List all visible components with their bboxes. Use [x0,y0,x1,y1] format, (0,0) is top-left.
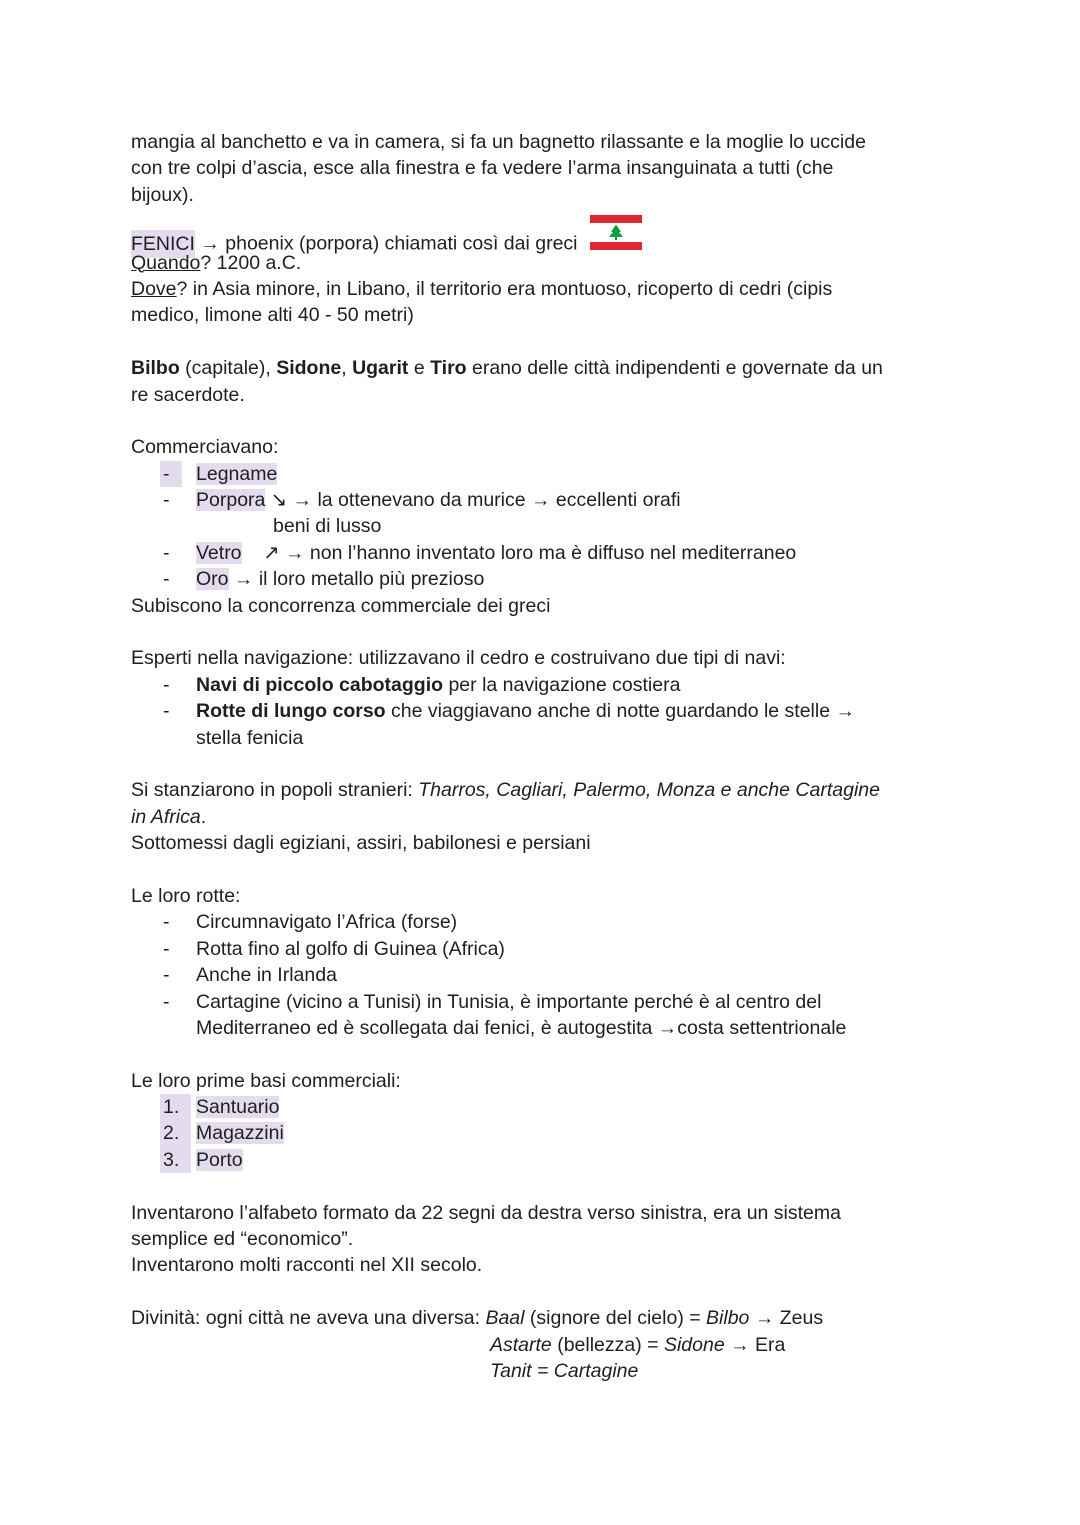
list-marker: - [163,700,170,723]
list-item [131,1094,931,1120]
god-city: Cartagine [553,1359,639,1382]
list-item [131,566,931,592]
list-item [131,909,931,935]
document-page [131,129,931,1384]
list-item [131,962,931,988]
fenici-definition: → phoenix (porpora) chiamati così dai greci [194,232,578,255]
list-marker: - [160,461,182,487]
divinity-lead: Divinità: ogni città ne aveva una diversa: [131,1307,486,1330]
commerce-desc: ↘ → la ottenevano da murice → eccellenti orafi [265,489,681,512]
list-item [131,936,931,962]
dove-text: ? in Asia minore, in Libano, il territorio era montuoso, ricoperto di cedri (cipis [176,277,833,300]
cities-line [131,355,931,381]
settlements-line [131,777,931,803]
list-item-continuation: stella fenicia [196,726,304,749]
cities-text: , [341,357,353,380]
god-name: Baal [485,1307,525,1330]
dove-line [131,276,931,302]
commerce-term: Legname [196,462,278,485]
settlements-line [131,804,931,830]
alphabet-line: Inventarono l’alfabeto formato da 22 segni da destra verso sinistra, era un sistema [131,1201,841,1224]
settlements-places: in Africa [131,805,201,828]
cities-text: (capitale), [179,357,277,380]
city-name: Sidone [276,357,342,380]
base-text: Santuario [196,1096,280,1119]
quando-line [131,250,931,276]
list-marker: - [163,541,170,564]
city-name: Tiro [430,357,467,380]
cities-text: erano delle città indipendenti e governate da un [466,357,883,380]
commerce-term: Vetro [196,541,242,564]
quando-text: ? 1200 a.C. [200,251,302,274]
list-marker: 1. [160,1094,191,1120]
list-marker: - [163,568,170,591]
base-text: Magazzini [196,1122,284,1145]
god-equivalent: → Era [724,1333,786,1356]
divinity-line [131,1332,931,1358]
god-desc: (signore del cielo) = [524,1307,707,1330]
bases-title: Le loro prime basi commerciali: [131,1069,401,1092]
list-item [131,1120,931,1146]
settlements-lead: Si stanziarono in popoli stranieri: [131,779,419,802]
list-marker: - [163,489,170,512]
list-marker: - [163,673,170,696]
quando-label: Quando [131,251,201,274]
dove-line: medico, limone alti 40 - 50 metri) [131,304,414,327]
list-item-continuation: Mediterraneo ed è scollegata dai fenici, è autogestita →costa settentrionale [196,1016,847,1039]
cities-text: e [408,357,431,380]
settlements-dot: . [200,805,207,828]
fenici-term: FENICI [131,230,195,258]
fenici-heading [131,223,931,255]
dove-label: Dove [131,277,177,300]
commerce-term: Oro [196,568,229,591]
list-item [131,540,931,566]
commerce-footer: Subiscono la concorrenza commerciale dei greci [131,594,551,617]
routes-title: Le loro rotte: [131,884,241,907]
god-name: Tanit [490,1359,532,1382]
route-text: Rotta fino al golfo di Guinea (Africa) [196,937,505,960]
navigation-term: Rotte di lungo corso [196,700,386,723]
list-item-continuation: beni di lusso [273,515,382,538]
settlements-places: Tharros, Cagliari, Palermo, Monza e anche Cartagine [418,779,880,802]
list-marker: - [163,937,170,960]
god-equivalent: → Zeus [749,1307,824,1330]
list-item [131,487,931,513]
city-name: Bilbo [131,357,180,380]
list-marker: - [163,964,170,987]
god-city: Bilbo [706,1307,750,1330]
divinity-line [131,1305,931,1331]
route-text: Circumnavigato l’Africa (forse) [196,911,458,934]
list-item [131,1147,931,1173]
cities-line: re sacerdote. [131,383,245,406]
list-marker: 3. [160,1147,191,1173]
navigation-desc: per la navigazione costiera [443,673,681,696]
commerce-desc: → il loro metallo più prezioso [228,568,485,591]
divinity-line [131,1358,931,1384]
list-marker: - [163,990,170,1013]
alphabet-line: Inventarono molti racconti nel XII secolo. [131,1254,483,1277]
list-item [131,672,931,698]
list-item [131,989,931,1015]
god-name: Astarte [490,1333,552,1356]
subjugated-line: Sottomessi dagli egiziani, assiri, babilonesi e persiani [131,832,591,855]
list-marker: 2. [160,1120,191,1146]
commerce-title: Commerciavano: [131,436,279,459]
commerce-term: Porpora [196,489,266,512]
list-item [131,461,931,487]
god-city: Sidone [663,1333,725,1356]
intro-line: bijoux). [131,183,194,206]
alphabet-line: semplice ed “economico”. [131,1228,354,1251]
navigation-desc: che viaggiavano anche di notte guardando le stelle → [385,700,855,723]
intro-line: mangia al banchetto e va in camera, si fa un bagnetto rilassante e la moglie lo uccide [131,131,866,153]
navigation-title: Esperti nella navigazione: utilizzavano il cedro e costruivano due tipi di navi: [131,647,786,670]
navigation-term: Navi di piccolo cabotaggio [196,673,444,696]
intro-line: con tre colpi d’ascia, esce alla finestra e fa vedere l’arma insanguinata a tutti (che [131,157,834,180]
city-name: Ugarit [352,357,409,380]
god-desc: = [531,1359,554,1382]
list-item [131,698,931,724]
commerce-desc: ↗ → non l’hanno inventato loro ma è diffuso nel mediterraneo [241,541,797,564]
base-text: Porto [196,1148,243,1171]
route-text: Cartagine (vicino a Tunisi) in Tunisia, è importante perché è al centro del [196,990,822,1013]
route-text: Anche in Irlanda [196,964,337,987]
god-desc: (bellezza) = [551,1333,664,1356]
list-marker: - [163,911,170,934]
